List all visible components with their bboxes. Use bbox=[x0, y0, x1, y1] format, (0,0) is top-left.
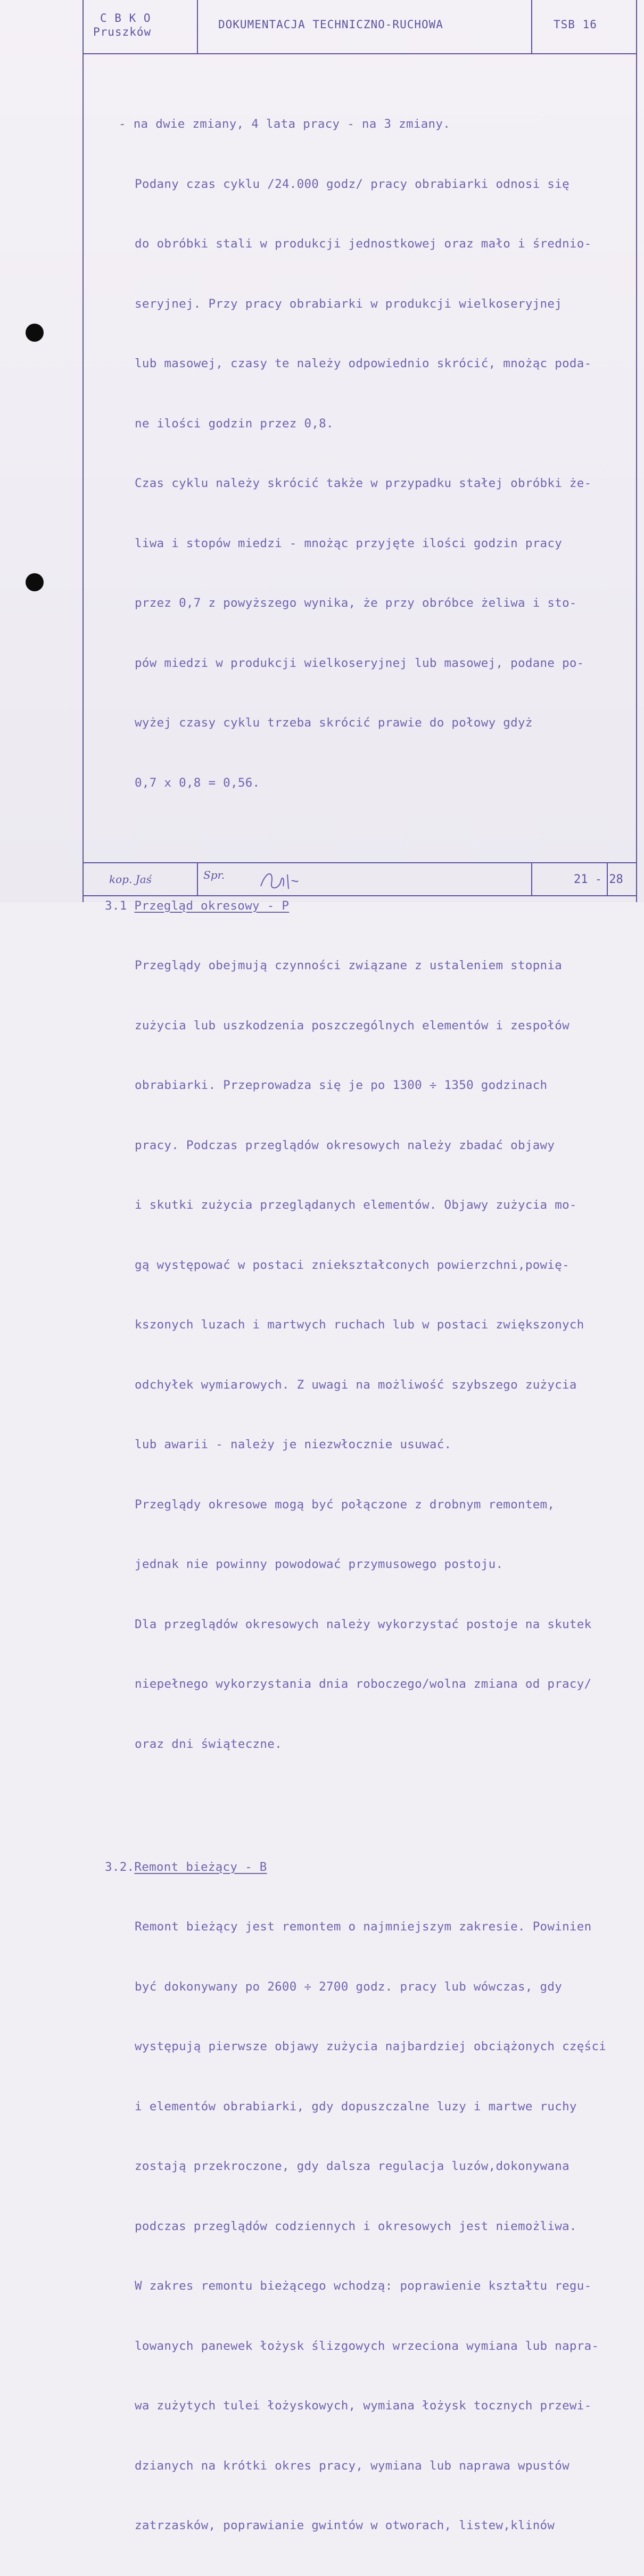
header-doc-code: TSB 16 bbox=[554, 18, 597, 31]
text-line: oraz dni świąteczne. bbox=[135, 1737, 282, 1751]
text-line: przez 0,7 z powyższego wynika, że przy obróbce żeliwa i sto- bbox=[135, 596, 577, 610]
text-line: pów miedzi w produkcji wielkoseryjnej lub masowej, podane po- bbox=[135, 656, 584, 670]
text-line: seryjnej. Przy pracy obrabiarki w produkcji wielkoseryjnej bbox=[135, 296, 563, 311]
text-line: być dokonywany po 2600 ÷ 2700 godz. pracy lub wówczas, gdy bbox=[135, 1979, 563, 1994]
section-heading-3-2 bbox=[105, 1857, 638, 1878]
left-margin-line bbox=[82, 0, 84, 902]
header-org-line1: C B K O bbox=[100, 12, 151, 24]
text-line: Remont bieżący jest remontem o najmniejszym zakresie. Powinien bbox=[135, 1920, 592, 1934]
text-line: Przeglądy obejmują czynności związane z ustaleniem stopnia bbox=[135, 959, 563, 972]
text-line: niepełnego wykorzystania dnia roboczego/wolna zmiana od pracy/ bbox=[135, 1677, 592, 1691]
text-line: podczas przeglądów codziennych i okresowych jest niemożliwa. bbox=[135, 2219, 577, 2233]
text-line: zatrzasków, poprawianie gwintów w otworach, listew,klinów bbox=[135, 2519, 555, 2532]
header-doc-title: DOKUMENTACJA TECHNICZNO-RUCHOWA bbox=[218, 18, 443, 31]
text-line: wyżej czasy cyklu trzeba skrócić prawie do połowy gdyż bbox=[135, 716, 533, 730]
text-line: Dla przeglądów okresowych należy wykorzystać postoje na skutek bbox=[135, 1617, 592, 1631]
header-divider-2 bbox=[531, 0, 532, 53]
section-number: 3.2. bbox=[105, 1860, 135, 1874]
text-line: jednak nie powinny powodować przymusowego postoju. bbox=[135, 1557, 503, 1571]
text-line: Podany czas cyklu /24.000 godz/ pracy obrabiarki odnosi się bbox=[135, 177, 569, 191]
text-line: i elementów obrabiarki, gdy dopuszczalne luzy i martwe ruchy bbox=[135, 2099, 577, 2113]
text-line: kszonych luzach i martwych ruchach lub w postaci zwiększonych bbox=[135, 1318, 584, 1332]
header-org-line2: Pruszków bbox=[93, 26, 152, 38]
text-line: lowanych panewek łożysk ślizgowych wrzeciona wymiana lub napra- bbox=[135, 2339, 599, 2353]
text-line: lub masowej, czasy te należy odpowiednio skrócić, mnożąc poda- bbox=[135, 357, 592, 370]
text-line: dzianych na krótki okres pracy, wymiana lub naprawa wpustów bbox=[135, 2458, 569, 2473]
footer-checked-by: Spr. bbox=[203, 869, 225, 881]
text-line: i skutki zużycia przeglądanych elementów. Objawy zużycia mo- bbox=[135, 1198, 577, 1212]
text-line: występują pierwsze objawy zużycia najbardziej obciążonych części bbox=[135, 2040, 607, 2053]
section-heading-3-1 bbox=[105, 896, 638, 917]
footer-copied-by: kop. Jaś bbox=[109, 873, 152, 886]
text-line: W zakres remontu bieżącego wchodzą: poprawienie kształtu regu- bbox=[135, 2279, 592, 2293]
text-line: obrabiarki. Przeprowadza się je po 1300 ÷ 1350 godzinach bbox=[135, 1078, 548, 1092]
text-line: lub awarii - należy je niezwłocznie usuwać. bbox=[135, 1438, 452, 1451]
section-title: Remont bieżący - B bbox=[134, 1860, 267, 1874]
header-divider-1 bbox=[197, 0, 198, 53]
handwritten-signature-icon bbox=[255, 865, 303, 894]
text-line: pracy. Podczas przeglądów okresowych należy zbadać objawy bbox=[135, 1138, 555, 1152]
text-line: gą występować w postaci zniekształconych powierzchni,powię- bbox=[135, 1258, 569, 1272]
text-line: wa zużytych tulei łożyskowych, wymiana łożysk tocznych przewi- bbox=[135, 2399, 592, 2413]
text-line: Przeglądy okresowe mogą być połączone z drobnym remontem, bbox=[135, 1497, 555, 1512]
binder-hole-bottom bbox=[26, 573, 44, 591]
header-bottom-line bbox=[82, 53, 637, 54]
text-line: liwa i stopów miedzi - mnożąc przyjęte ilości godzin pracy bbox=[135, 536, 563, 550]
text-line: Czas cyklu należy skrócić także w przypadku stałej obróbki że- bbox=[135, 476, 592, 490]
text-line: ne ilości godzin przez 0,8. bbox=[135, 416, 334, 431]
text-line: zużycia lub uszkodzenia poszczególnych elementów i zespołów bbox=[135, 1018, 569, 1033]
text-line: zostają przekroczone, gdy dalsza regulacja luzów,dokonywana bbox=[135, 2159, 569, 2173]
text-line: - na dwie zmiany, 4 lata pracy - na 3 zmiany. bbox=[119, 117, 451, 131]
text-line: odchyłek wymiarowych. Z uwagi na możliwość szybszego zużycia bbox=[135, 1377, 577, 1392]
text-line: 0,7 x 0,8 = 0,56. bbox=[135, 775, 260, 790]
page-number: 21 - 28 bbox=[574, 873, 623, 886]
text-line: do obróbki stali w produkcji jednostkowej oraz mało i średnio- bbox=[135, 237, 592, 251]
binder-hole-top bbox=[26, 324, 44, 342]
section-number: 3.1 bbox=[105, 898, 127, 913]
section-title: Przegląd okresowy - P bbox=[134, 898, 290, 913]
